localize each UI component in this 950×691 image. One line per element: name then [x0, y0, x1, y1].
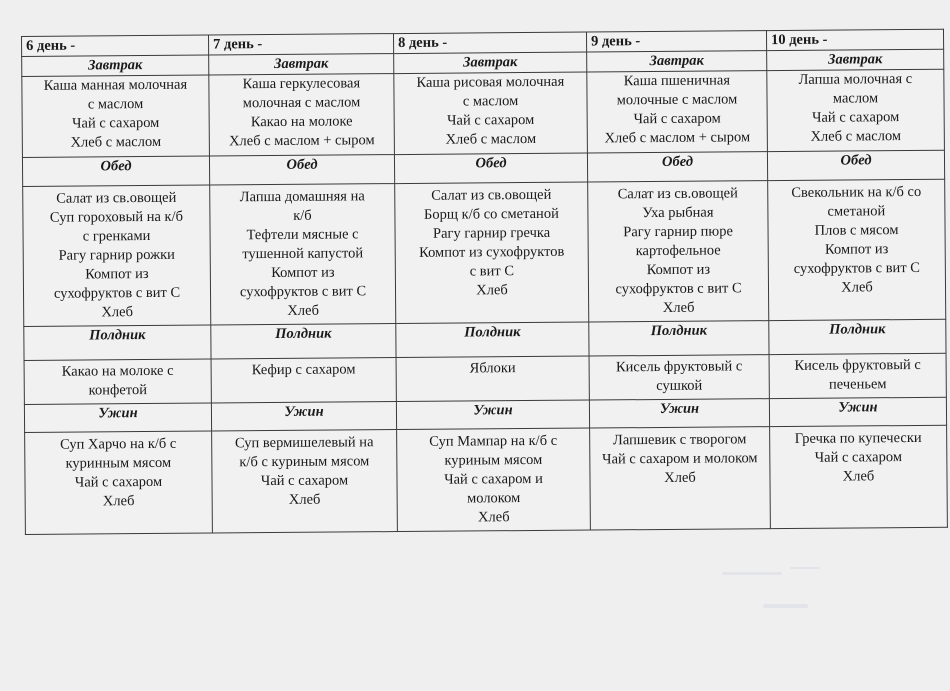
menu-item: сухофруктов с вит С: [239, 283, 367, 301]
menu-item: конфетой: [88, 382, 148, 399]
menu-item: Кисель фруктовый с: [794, 356, 921, 374]
menu-item: Хлеб: [662, 299, 695, 316]
meal-title-dinner: Ужин: [211, 402, 396, 431]
menu-item: сухофруктов с вит С: [53, 284, 181, 302]
meal-items-snack: [769, 353, 946, 398]
menu-item: Каша геркулесовая: [242, 75, 361, 93]
menu-item: Хлеб с маслом: [810, 128, 902, 145]
menu-item: Рагу гарнир гречка: [432, 224, 551, 242]
menu-item: Хлеб: [287, 302, 319, 319]
dinner-items-row: [25, 425, 948, 534]
meal-items-snack: [396, 356, 589, 402]
menu-item: Суп вермишелевый на: [234, 434, 374, 452]
lunch-items-row: [23, 179, 946, 326]
meal-title-lunch: Обед: [22, 156, 209, 186]
meal-title-breakfast: Завтрак: [22, 55, 209, 76]
scan-smudge: [763, 604, 808, 608]
meal-title-lunch: Обед: [209, 155, 394, 185]
menu-item: к/б с куриным мясом: [239, 453, 370, 471]
meal-items-dinner: [590, 427, 771, 530]
menu-sheet: [21, 29, 947, 535]
menu-item: Компот из: [271, 264, 335, 282]
menu-item: Какао на молоке с: [61, 362, 174, 380]
meal-title-snack: Полдник: [396, 322, 589, 358]
menu-item: Суп гороховый на к/б: [49, 208, 184, 226]
menu-item: Хлеб: [102, 493, 135, 510]
menu-item: с вит С: [469, 263, 515, 280]
menu-item: Компот из: [85, 266, 149, 283]
meal-title-breakfast: Завтрак: [394, 52, 587, 74]
menu-item: Хлеб: [101, 304, 134, 321]
day-title: 9 день -: [586, 31, 766, 52]
menu-item: Тефтели мясные с: [246, 226, 359, 244]
menu-item: Лапша молочная с: [798, 71, 913, 88]
menu-item: Рагу гарнир пюре: [623, 223, 733, 241]
meal-items-dinner: [212, 430, 398, 533]
meal-items-breakfast: [587, 71, 768, 153]
meal-items-lunch: [210, 184, 396, 325]
day-title: 8 день -: [393, 32, 586, 54]
snack-items-row: [24, 353, 946, 404]
menu-item: Чай с сахаром и: [444, 470, 543, 488]
menu-item: Чай с сахаром: [633, 110, 721, 128]
menu-item: Хлеб: [841, 279, 873, 296]
menu-item: Салат из св.овощей: [431, 186, 552, 204]
menu-item: сухофруктов с вит С: [615, 280, 742, 298]
meal-title-lunch: Обед: [767, 150, 944, 180]
meal-title-breakfast: Завтрак: [587, 51, 767, 72]
menu-item: молоком: [466, 490, 521, 507]
day-title: 6 день -: [22, 35, 209, 56]
menu-item: Яблоки: [469, 360, 516, 377]
menu-item: Каша пшеничная: [623, 72, 731, 90]
scan-smudge: [790, 567, 820, 569]
meal-title-dinner: Ужин: [769, 397, 946, 426]
menu-item: молочные с маслом: [616, 91, 738, 109]
menu-item: Гречка по купечески: [794, 429, 922, 447]
meal-items-lunch: [23, 185, 211, 326]
meal-items-breakfast: [209, 74, 395, 156]
menu-item: сушкой: [656, 377, 703, 395]
menu-table: [21, 29, 948, 535]
menu-item: Чай с сахаром и молоком: [602, 450, 758, 468]
menu-item: тушенной капустой: [242, 245, 364, 263]
menu-item: Чай с сахаром: [446, 111, 535, 129]
menu-item: Рагу гарнир рожки: [58, 246, 175, 264]
menu-item: Какао на молоке: [250, 113, 353, 131]
menu-item: Борщ к/б со сметаной: [423, 205, 559, 223]
menu-item: Чай с сахаром: [811, 109, 900, 126]
menu-item: Плов с мясом: [814, 222, 899, 239]
menu-item: Хлеб с маслом + сыром: [604, 129, 751, 147]
menu-item: с маслом: [87, 96, 144, 113]
menu-item: картофельное: [635, 242, 721, 260]
breakfast-items-row: [22, 69, 945, 157]
menu-item: Салат из св.овощей: [56, 189, 177, 207]
menu-item: Каша манная молочная: [43, 76, 188, 94]
meal-items-dinner: [397, 428, 591, 532]
meal-title-snack: Полдник: [589, 321, 769, 356]
menu-item: Компот из сухофруктов: [419, 243, 565, 261]
meal-items-lunch: [588, 181, 769, 322]
meal-title-dinner: Ужин: [589, 399, 769, 428]
menu-item: Чай с сахаром: [72, 114, 160, 132]
menu-item: Кисель фруктовый с: [615, 358, 743, 376]
menu-item: сухофруктов с вит С: [793, 259, 920, 277]
menu-item: Чай с сахаром: [74, 473, 163, 491]
menu-item: к/б: [293, 207, 312, 224]
menu-item: Компот из: [646, 261, 711, 279]
menu-item: Чай с сахаром: [814, 449, 903, 466]
menu-item: Каша рисовая молочная: [416, 73, 565, 91]
menu-item: куринным мясом: [65, 454, 172, 472]
menu-item: печеньем: [828, 376, 887, 393]
menu-item: куриным мясом: [444, 451, 543, 469]
meal-title-breakfast: Завтрак: [767, 49, 944, 70]
menu-item: Хлеб: [476, 282, 508, 299]
menu-item: Хлеб с маслом: [70, 133, 162, 151]
meal-title-snack: Полдник: [211, 324, 396, 359]
meal-title-dinner: Ужин: [24, 403, 211, 432]
menu-item: молочная с маслом: [242, 94, 361, 112]
menu-item: Лапшевик с творогом: [612, 431, 747, 449]
menu-item: Салат из св.овощей: [617, 185, 738, 203]
meal-items-snack: [24, 359, 211, 404]
meal-items-breakfast: [394, 72, 588, 155]
meal-title-breakfast: Завтрак: [209, 54, 394, 75]
menu-item: Суп Харчо на к/б с: [60, 435, 177, 453]
menu-item: сметаной: [827, 203, 886, 220]
scan-smudge: [722, 572, 782, 575]
meal-items-dinner: [770, 425, 948, 528]
menu-item: Свекольник на к/б со: [791, 183, 922, 201]
menu-item: Суп Мампар на к/б с: [429, 432, 558, 450]
meal-items-breakfast: [22, 75, 210, 157]
menu-item: с гренками: [82, 227, 151, 245]
day-title: 7 день -: [208, 34, 393, 55]
menu-item: Хлеб с маслом + сыром: [228, 132, 375, 150]
menu-item: Чай с сахаром: [260, 472, 349, 490]
menu-item: с маслом: [462, 93, 519, 110]
meal-title-lunch: Обед: [394, 153, 587, 184]
menu-item: Лапша домашняя на: [239, 188, 365, 206]
meal-items-breakfast: [767, 69, 945, 151]
meal-items-dinner: [25, 431, 213, 534]
meal-items-snack: [589, 355, 769, 400]
meal-items-lunch: [768, 179, 946, 320]
menu-item: Уха рыбная: [642, 204, 714, 222]
meal-title-snack: Полдник: [24, 325, 211, 360]
meal-title-snack: Полдник: [769, 319, 946, 354]
day-title: 10 день -: [766, 29, 943, 50]
menu-item: Хлеб: [477, 509, 510, 526]
menu-item: Хлеб: [288, 491, 321, 508]
meal-items-snack: [211, 358, 396, 403]
menu-item: Кефир с сахаром: [251, 361, 356, 379]
meal-title-dinner: Ужин: [396, 400, 589, 430]
menu-item: маслом: [832, 90, 879, 107]
meal-title-lunch: Обед: [587, 152, 767, 182]
menu-item: Хлеб: [842, 468, 875, 485]
menu-item: Хлеб: [664, 469, 696, 486]
menu-item: Хлеб с маслом: [445, 130, 537, 148]
meal-items-lunch: [395, 182, 589, 324]
menu-item: Компот из: [824, 241, 889, 258]
